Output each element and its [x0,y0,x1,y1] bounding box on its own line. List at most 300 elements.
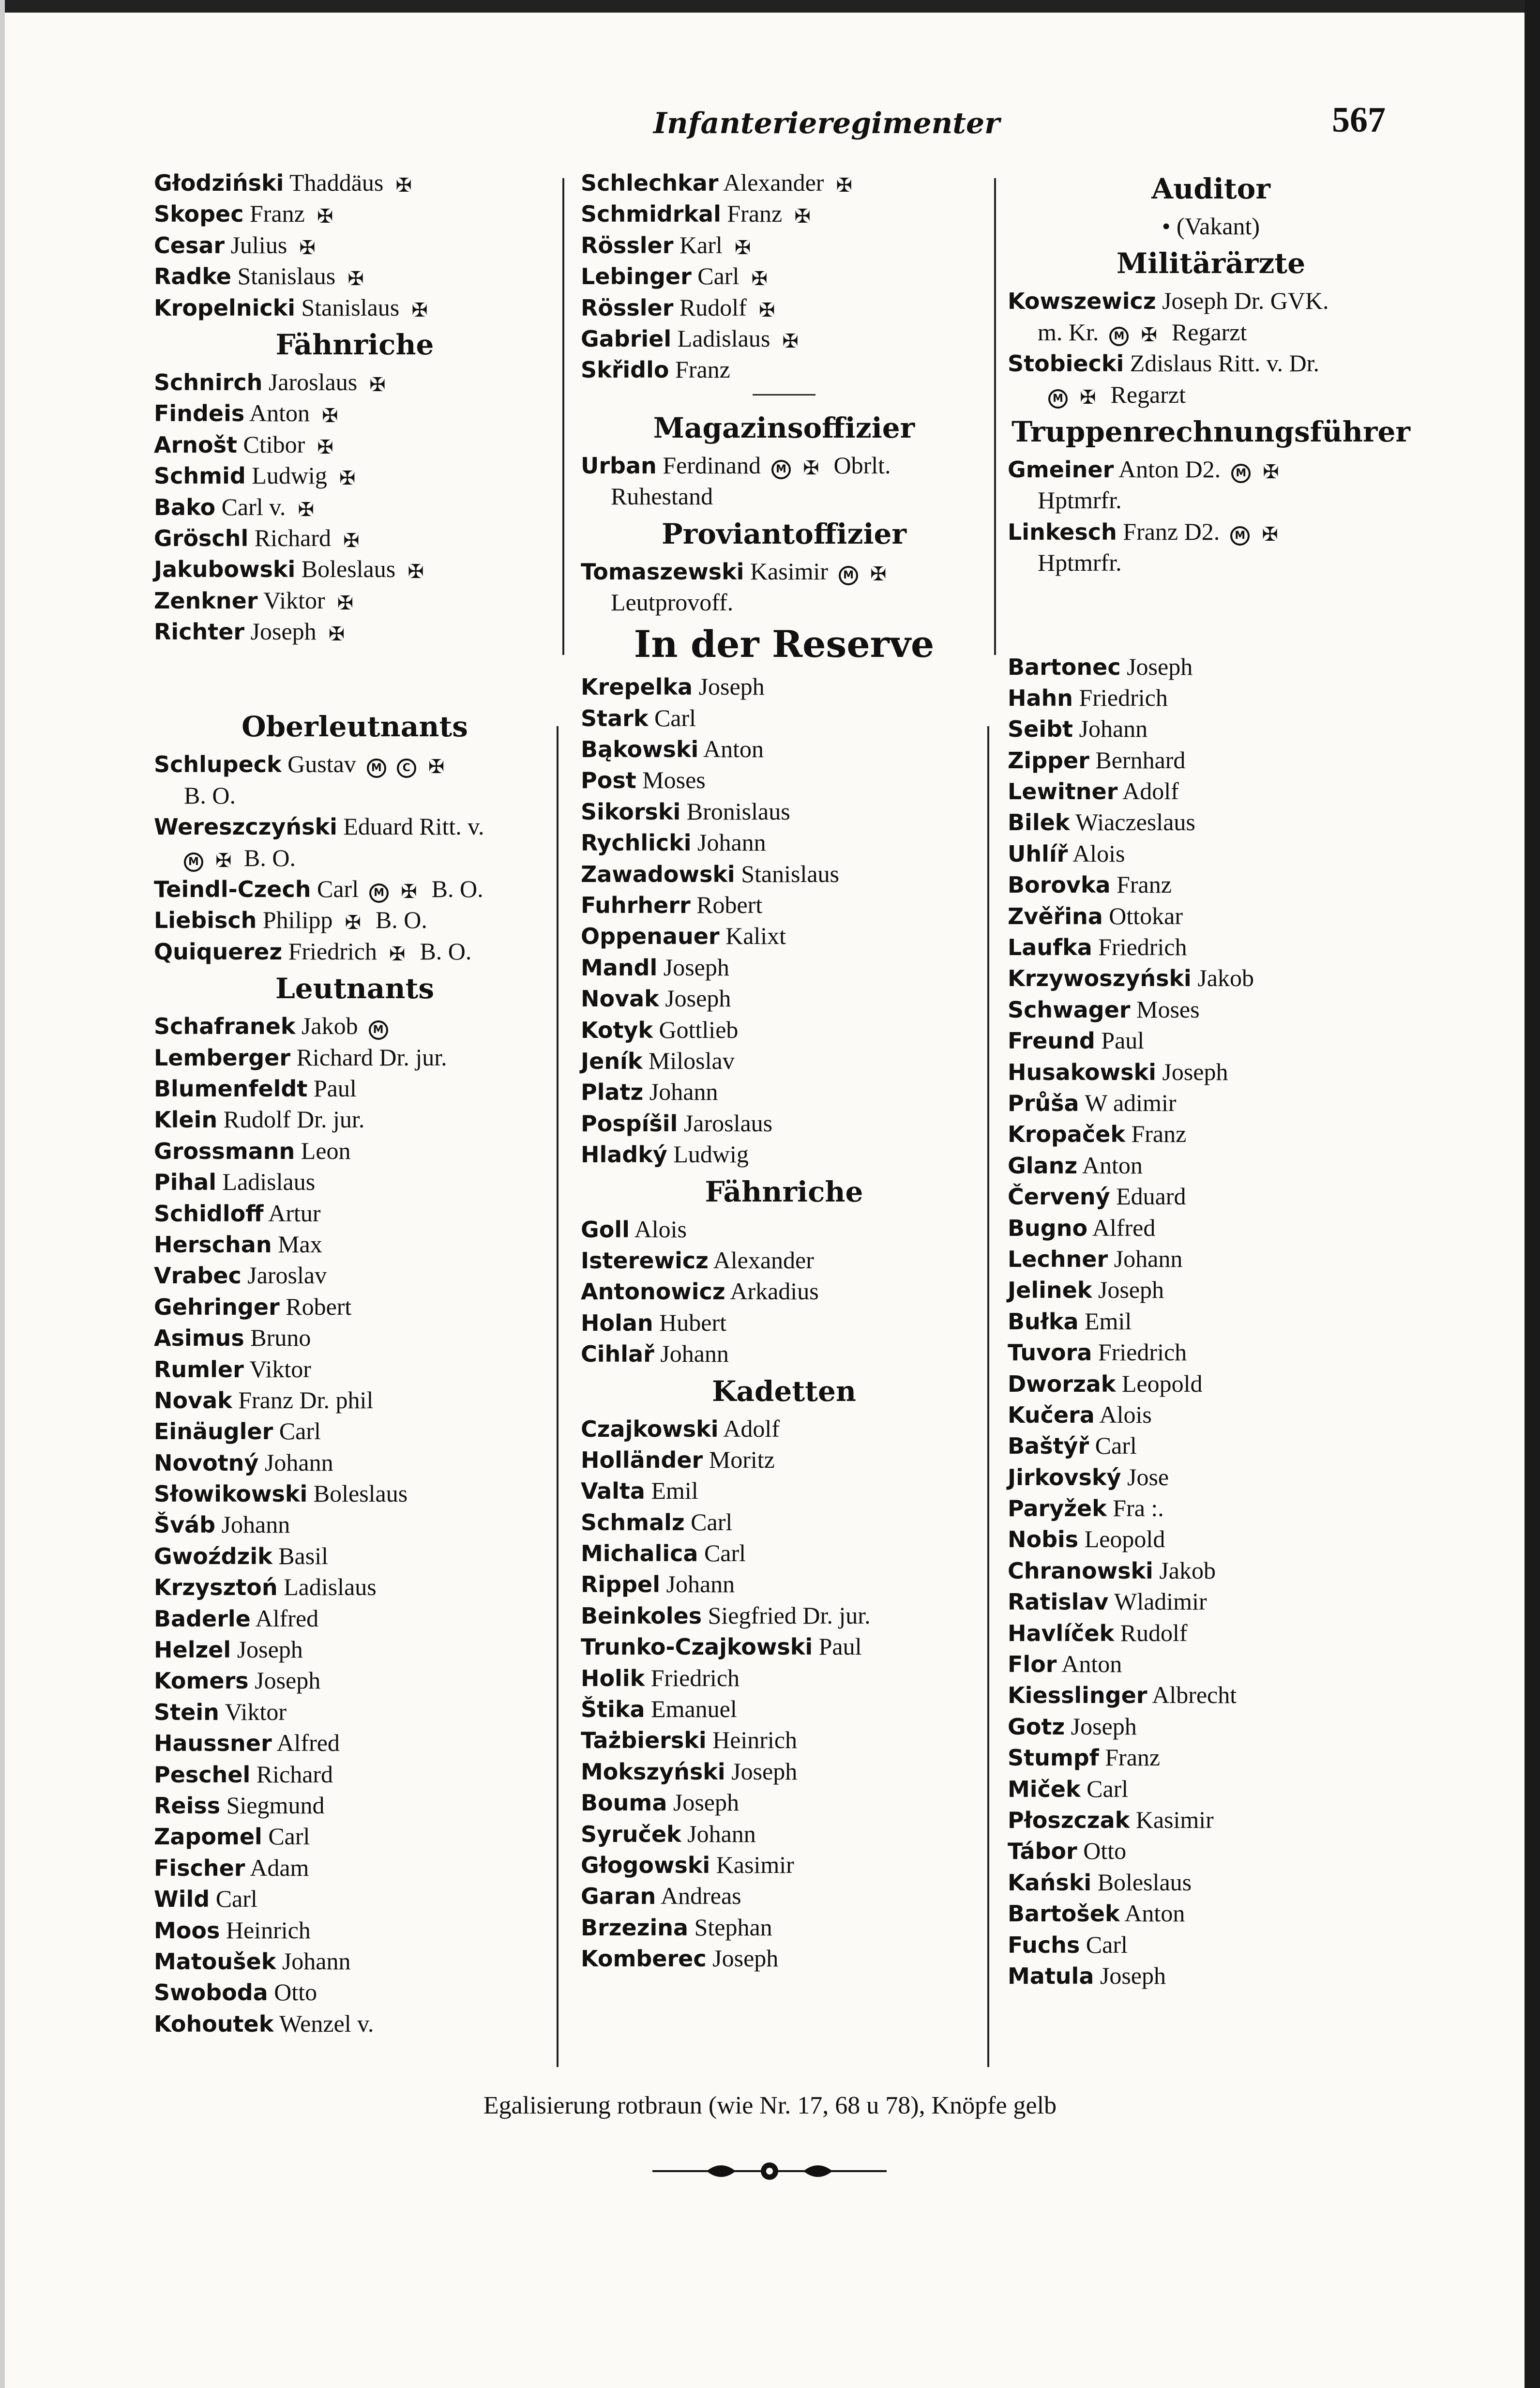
entry-surname: Schmidrkal [581,201,721,228]
circle-c-decoration-icon: C [397,759,416,778]
entry-surname: Dworzak [1008,1370,1116,1397]
entry-surname: Gotz [1008,1713,1065,1740]
entry-given-name: Franz [727,200,783,228]
entry-surname: Kropaček [1008,1121,1125,1148]
roster-entry [581,1537,987,1568]
roster-entry [154,1946,556,1977]
entry-surname: Stumpf [1008,1745,1099,1771]
entry-surname: Novak [581,986,659,1012]
entry-given-name: Franz D2. [1123,517,1220,545]
entry-given-name: Jaroslaus [268,368,358,395]
entry-surname: Kučera [1008,1401,1095,1428]
entry-given-name: Alois [1099,1400,1152,1428]
entry-surname: Beinkoles [581,1602,702,1629]
entry-surname: Quiquerez [154,938,283,965]
entry-given-name: Boleslaus [301,555,396,583]
entry-given-name: Jakob [1197,964,1254,992]
column-spacer [154,647,556,705]
entry-given-name: Philipp [262,906,333,934]
roster-entry [154,1104,556,1135]
entry-surname: Findeis [154,400,245,427]
section-heading: Fähnriche [275,328,434,361]
entry-surname: Haussner [154,1730,272,1757]
entry-given-name: Hptmrfr. [1038,549,1122,577]
roster-entry [1008,1867,1414,1898]
roster-entry [154,491,556,522]
page-number: 567 [1332,100,1386,140]
cross-decoration-icon: ✠ [343,529,360,552]
entry-surname: Antonowicz [581,1278,725,1305]
entry-surname: Jelinek [1008,1277,1092,1304]
entry-surname: Ratislav [1008,1589,1109,1615]
entry-given-name: Friedrich [288,937,377,965]
roster-entry [154,1509,556,1540]
entry-given-name: Carl [691,1508,733,1536]
roster-entry [154,1540,556,1571]
cross-decoration-icon: ✠ [339,467,356,490]
entry-given-name: Carl v. [221,493,286,520]
entry-surname: Krzywoszyński [1008,965,1192,992]
entry-given-name: Joseph [731,1757,798,1785]
entry-given-name: Arkadius [730,1278,819,1305]
column-1 [154,167,556,2039]
roster-entry [154,429,556,460]
entry-surname: Blumenfeldt [154,1075,308,1102]
roster-entry [154,2008,556,2039]
entry-given-name: Thaddäus [289,169,384,196]
entry-given-name: Ottokar [1109,902,1183,929]
entry-given-name: • (Vakant) [1162,213,1260,240]
entry-given-name: Alfred [276,1729,340,1757]
entry-given-name: Kasimir [1135,1806,1214,1833]
entry-surname: Vrabec [154,1262,242,1289]
entry-given-name: Carl [654,704,696,731]
entry-surname: Sikorski [581,798,681,825]
entry-given-name: Joseph [1098,1276,1164,1304]
entry-given-name: Alois [634,1215,687,1243]
roster-entry [581,1338,987,1369]
entry-surname: Einäugler [154,1418,273,1445]
cross-decoration-icon: ✠ [735,236,751,259]
entry-surname: Arnošt [154,431,238,458]
roster-entry [1008,1274,1414,1305]
entry-given-name: Paul [818,1633,862,1660]
roster-entry [154,842,556,873]
merit-medal-icon: M [1109,327,1129,346]
roster-entry [581,858,987,889]
entry-given-name: Carl [279,1417,321,1445]
ornament-divider [649,2149,891,2193]
entry-given-name: Gottlieb [659,1016,739,1043]
entry-given-name: Alois [1072,839,1125,867]
entry-given-name: Kasimir [716,1851,794,1878]
entry-given-name: Paul [313,1074,357,1102]
roster-entry [581,1014,987,1045]
entry-surname: Freund [1008,1028,1095,1054]
entry-given-name: Jakob [301,1012,358,1040]
entry-surname: Bilek [1008,809,1070,836]
roster-entry [1008,1586,1414,1617]
roster-entry [154,1198,556,1229]
entry-given-name: Wiaczeslaus [1075,808,1195,836]
cross-decoration-icon: ✠ [751,268,768,290]
entry-surname: Teindl-Czech [154,876,311,903]
entry-suffix: Regarzt [1171,318,1247,346]
roster-entry [154,1665,556,1696]
roster-entry [154,1010,556,1041]
roster-entry [581,556,987,587]
roster-entry [581,796,987,827]
entry-surname: Pihal [154,1169,217,1196]
entry-surname: Brzezina [581,1914,689,1941]
entry-given-name: Carl [1086,1931,1128,1958]
column-divider-2b [987,726,989,2067]
entry-suffix: B. O. [420,937,472,965]
entry-given-name: Joseph [698,673,765,700]
entry-surname: Šváb [154,1512,216,1538]
entry-given-name: Emil [1085,1307,1132,1335]
section-heading: Magazinsoffizier [653,411,915,444]
roster-entry [1008,379,1414,410]
roster-entry [1008,1960,1414,1991]
roster-entry [581,671,987,702]
roster-entry [1008,211,1414,242]
entry-given-name: Fra :. [1113,1494,1164,1522]
entry-given-name: Jakob [1159,1556,1216,1584]
roster-entry [1008,994,1414,1025]
cross-decoration-icon: ✠ [401,881,417,903]
roster-entry [1008,1523,1414,1554]
entry-given-name: Hubert [659,1308,727,1336]
entry-given-name: Friedrich [1079,684,1168,711]
entry-surname: Herschan [154,1231,272,1258]
entry-surname: Schmalz [581,1509,685,1536]
entry-given-name: Carl [704,1539,746,1567]
entry-given-name: Anton [249,399,310,427]
entry-surname: Novak [154,1387,232,1414]
entry-given-name: Miloslav [648,1047,735,1074]
entry-given-name: Franz [1131,1120,1187,1148]
entry-given-name: Friedrich [650,1664,740,1691]
entry-given-name: Anton D2. [1118,455,1221,483]
roster-entry [1008,1711,1414,1742]
entry-surname: Kropelnicki [154,294,295,321]
roster-entry [154,553,556,584]
section-heading: Auditor [1151,172,1270,205]
entry-given-name: Eduard [1116,1183,1186,1210]
column-spacer [1008,578,1414,651]
roster-entry [581,1139,987,1170]
entry-surname: Fuchs [1008,1932,1080,1958]
entry-given-name: Moritz [709,1445,775,1473]
entry-surname: Oppenauer [581,923,720,950]
roster-entry [1008,1368,1414,1399]
entry-surname: Lechner [1008,1246,1108,1272]
scan-edge-right [1525,0,1540,2388]
column-divider-1a [562,178,564,655]
entry-given-name: Ladislaus [222,1168,316,1196]
entry-surname: Rippel [581,1571,661,1598]
entry-surname: Holländer [581,1446,703,1473]
entry-given-name: Bernhard [1095,746,1186,774]
roster-entry [1008,1087,1414,1118]
entry-given-name: Siegmund [226,1791,325,1819]
entry-given-name: Viktor [249,1355,311,1383]
entry-given-name: Rudolf Dr. jur. [223,1106,365,1133]
roster-entry [581,1818,987,1849]
entry-surname: Seibt [1008,716,1073,743]
cross-decoration-icon: ✠ [347,268,364,290]
entry-surname: Chranowski [1008,1557,1153,1584]
entry-given-name: Carl [697,262,740,290]
entry-given-name: Joseph [1162,1058,1228,1085]
cross-decoration-icon: ✠ [395,174,412,197]
roster-entry [1008,1181,1414,1212]
entry-surname: Krepelka [581,674,693,700]
entry-surname: Kowszewicz [1008,288,1156,315]
entry-surname: Kotyk [581,1017,653,1043]
roster-entry [154,167,556,198]
roster-entry [581,1045,987,1076]
roster-entry [1008,1212,1414,1243]
entry-given-name: Hptmrfr. [1038,487,1122,514]
entry-given-name: Wladimir [1114,1588,1207,1615]
entry-given-name: Jaroslaus [683,1109,773,1137]
roster-entry [154,904,556,935]
roster-entry [1008,454,1414,485]
entry-surname: Fischer [154,1855,245,1881]
entry-given-name: Viktor [225,1698,287,1725]
entry-surname: Tomaszewski [581,558,744,585]
merit-medal-icon: M [1230,526,1250,546]
roster-entry [581,733,987,764]
roster-entry [154,1354,556,1384]
entry-given-name: Joseph [1127,653,1193,680]
entry-surname: Kohoutek [154,2010,274,2037]
cross-decoration-icon: ✠ [408,561,424,583]
entry-surname: Gabriel [581,325,672,352]
entry-given-name: Carl [268,1823,310,1850]
entry-given-name: Adolf [723,1415,780,1442]
entry-surname: Mokszyński [581,1758,725,1785]
roster-entry [1008,1648,1414,1679]
roster-entry [1008,776,1414,806]
entry-given-name: Viktor [263,586,325,614]
entry-surname: Rychlicki [581,830,692,856]
roster-entry [1008,1492,1414,1523]
entry-surname: Bąkowski [581,736,699,763]
entry-surname: Urban [581,452,657,479]
entry-surname: Bułka [1008,1308,1079,1335]
roster-entry [581,1076,987,1107]
merit-medal-icon: M [1048,389,1068,409]
entry-given-name: Ferdinand [663,451,761,479]
roster-entry [1008,1461,1414,1492]
entry-surname: Schafranek [154,1013,296,1040]
merit-medal-icon: M [771,460,791,479]
entry-surname: Schmid [154,463,246,489]
entry-given-name: Johann [1114,1245,1183,1272]
entry-given-name: m. Kr. [1038,318,1099,346]
entry-surname: Lewitner [1008,778,1118,805]
entry-given-name: Johann [649,1078,718,1106]
roster-entry [581,1475,987,1506]
entry-surname: Głodziński [154,170,284,196]
entry-surname: Hahn [1008,684,1073,711]
entry-surname: Schlupeck [154,751,282,778]
entry-surname: Pospíšil [581,1110,678,1137]
entry-surname: Holik [581,1665,645,1691]
entry-suffix: Obrlt. [833,451,891,479]
roster-entry [1008,348,1414,379]
roster-entry [154,1042,556,1073]
roster-entry [1008,516,1414,547]
roster-entry [154,292,556,323]
roster-entry [154,585,556,616]
entry-suffix: B. O. [375,906,427,934]
roster-entry [581,1600,987,1631]
roster-entry [581,1756,987,1787]
page-header [0,102,1540,155]
entry-surname: Isterewicz [581,1247,709,1274]
roster-entry [581,260,987,291]
roster-entry [1008,651,1414,682]
entry-given-name: Siegfried Dr. jur. [708,1601,871,1629]
entry-given-name: Friedrich [1098,1338,1187,1366]
entry-surname: Michalica [581,1540,698,1567]
entry-given-name: Boleslaus [1097,1868,1192,1896]
entry-surname: Czajkowski [581,1415,719,1442]
merit-medal-icon: M [369,883,389,903]
entry-surname: Valta [581,1478,645,1505]
entry-given-name: Otto [274,1978,317,2006]
roster-entry [581,354,987,385]
entry-given-name: Otto [1083,1837,1127,1865]
roster-entry [154,1166,556,1197]
roster-entry [154,616,556,647]
entry-surname: Post [581,767,636,794]
entry-given-name: Friedrich [1098,933,1187,961]
entry-given-name: Karl [679,231,723,259]
column-2 [581,167,987,1974]
merit-medal-icon: M [367,759,386,778]
column-3 [1008,167,1414,1991]
section-heading: Oberleutnants [242,710,468,744]
entry-given-name: Ludwig [252,462,327,489]
roster-entry [154,1384,556,1415]
entry-surname: Nobis [1008,1526,1079,1553]
column-divider-1b [557,726,559,2067]
entry-surname: Skopec [154,201,244,228]
entry-given-name: Boleslaus [313,1480,408,1507]
entry-surname: Syruček [581,1821,681,1847]
entry-given-name: Joseph [665,985,731,1012]
entry-surname: Wild [154,1886,210,1913]
roster-entry [1008,1773,1414,1804]
cross-decoration-icon: ✠ [389,943,406,965]
running-title: Infanterieregimenter [653,106,1000,140]
roster-entry [154,1322,556,1353]
entry-given-name: Leon [301,1137,351,1164]
roster-entry [581,323,987,354]
entry-given-name: Emanuel [651,1695,737,1723]
scan-edge-top [0,0,1540,13]
merit-medal-icon: M [1231,464,1251,483]
merit-medal-icon: M [184,852,203,872]
entry-surname: Červený [1008,1184,1110,1210]
entry-given-name: Johann [660,1340,729,1368]
cross-decoration-icon: ✠ [369,373,386,396]
roster-entry [154,811,556,842]
entry-suffix: B. O. [431,875,483,903]
cross-decoration-icon: ✠ [298,498,315,521]
entry-given-name: B. O. [244,844,296,871]
entry-given-name: Moses [642,766,706,794]
roster-entry [154,1260,556,1291]
entry-surname: Cihlař [581,1341,654,1368]
entry-given-name: Kalixt [725,922,786,950]
entry-surname: Borovka [1008,872,1111,898]
roster-entry [581,702,987,733]
entry-given-name: Joseph [237,1636,303,1663]
entry-given-name: Stephan [694,1913,772,1941]
roster-entry [581,1245,987,1276]
entry-given-name: Stanislaus [237,262,336,290]
roster-entry [581,1413,987,1444]
entry-surname: Komers [154,1668,249,1694]
entry-surname: Mandl [581,954,658,981]
entry-surname: Gmeiner [1008,456,1114,483]
entry-given-name: Alexander [713,1246,814,1274]
roster-entry [581,1276,987,1307]
roster-entry [154,1759,556,1790]
roster-entry [1008,1399,1414,1430]
cross-decoration-icon: ✠ [803,456,819,479]
entry-given-name: Joseph [712,1945,779,1972]
entry-given-name: Adam [250,1854,309,1881]
entry-surname: Cesar [154,232,225,259]
section-heading: In der Reserve [634,623,935,666]
roster-entry [1008,713,1414,744]
entry-surname: Lemberger [154,1044,291,1071]
entry-given-name: Carl [317,875,359,903]
entry-given-name: Johann [1079,715,1148,743]
cross-decoration-icon: ✠ [428,756,445,778]
roster-entry [581,952,987,983]
roster-entry [1008,1430,1414,1461]
cross-decoration-icon: ✠ [337,592,354,614]
entry-surname: Peschel [154,1761,251,1788]
roster-entry [154,1696,556,1727]
roster-entry [1008,547,1414,578]
entry-surname: Skřidlo [581,357,669,383]
section-heading: Proviantoffizier [662,517,906,550]
entry-given-name: Bruno [250,1324,311,1352]
merit-medal-icon: M [839,566,858,585]
roster-entry [154,1571,556,1602]
entry-surname: Miček [1008,1776,1081,1802]
entry-given-name: Franz [1105,1744,1161,1771]
roster-entry [1008,1804,1414,1835]
roster-entry [581,198,987,229]
entry-surname: Schlechkar [581,170,719,196]
roster-entry [1008,1150,1414,1181]
entry-given-name: Ruhestand [611,483,713,510]
entry-given-name: Ludwig [673,1141,749,1168]
entry-given-name: Robert [286,1293,352,1320]
entry-given-name: Johann [264,1448,333,1476]
entry-surname: Glanz [1008,1152,1078,1179]
